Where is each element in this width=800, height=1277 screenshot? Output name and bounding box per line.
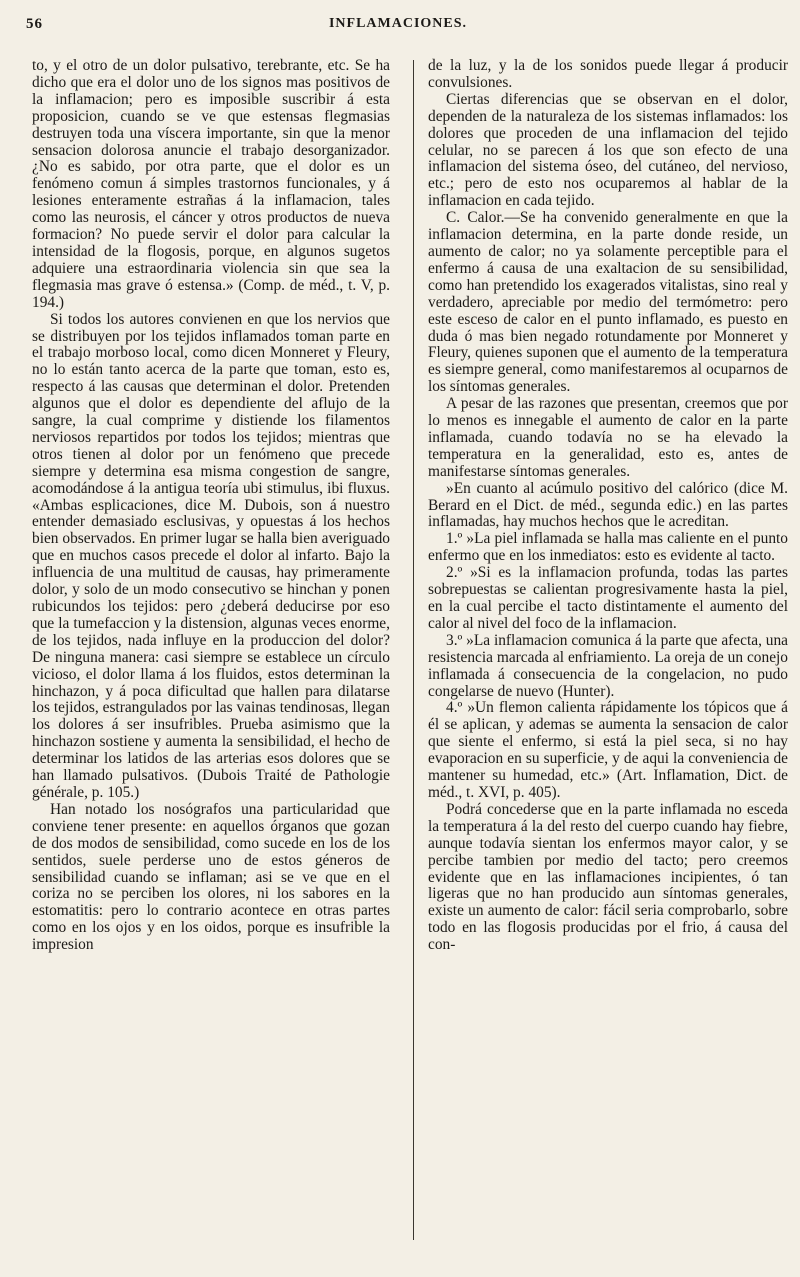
left-column bbox=[32, 58, 390, 954]
paragraph: Ciertas diferencias que se observan en el dolor, dependen de la naturaleza de los sistemas inflamados: los dolores que proceden de una inflamacion del tejido celular, no se parecen á los que son efecto de una inflamacion del sistema óseo, del cutáneo, del nervioso, etc.; pero de esto nos ocuparemos al hablar de la inflamacion en cada tejido. bbox=[428, 90, 788, 210]
paragraph: A pesar de las razones que presentan, creemos que por lo menos es innegable el aumento de calor en la parte inflamada, cuando todavía no se ha elevado la temperatura en la generalidad, esto es, antes de manifestarse síntomas generales. bbox=[428, 395, 788, 480]
paragraph: »En cuanto al acúmulo positivo del calórico (dice M. Berard en el Dict. de méd., segunda edic.) en las partes inflamadas, hay muchos hechos que le acreditan. bbox=[428, 479, 788, 531]
paragraph: to, y el otro de un dolor pulsativo, terebrante, etc. Se ha dicho que era el dolor uno de los signos mas positivos de la inflamacion; pero es imposible suscribir á esta proposicion, cuando se ve que estensas flegmasias destruyen toda una víscera importante, sin que la menor sensacion dolorosa anuncie el trabajo desorganizador. ¿No es sabido, por otra parte, que el dolor es un fenómeno comun á simples trastornos funcionales, y á lesiones enteramente estrañas á la inflamacion, tales como las neurosis, el cáncer y otros productos de nueva formacion? No puede servir el dolor para calcular la intensidad de la flogosis, porque, en algunos sugetos adquiere una estraordinaria violencia sin que sea la flegmasia mas grave ó estensa.» (Comp. de méd., t. V, p. 194.) bbox=[32, 57, 390, 311]
paragraph: 4.º »Un flemon calienta rápidamente los tópicos que á él se aplican, y ademas se aumenta la sensacion de calor que siente el enfermo, si está la piel seca, si no hay evaporacion en su superficie, y de aqui la conveniencia de mantener su humedad, etc.» (Art. Inflamation, Dict. de méd., t. XVI, p. 405). bbox=[428, 699, 788, 801]
paragraph: Podrá concederse que en la parte inflamada no esceda la temperatura á la del resto del cuerpo cuando hay fiebre, aunque todavía sientan los enfermos mayor calor, y se percibe tambien por medio del tacto; pero creemos evidente que en las inflamaciones incipientes, ó tan ligeras que no han producido aun síntomas generales, existe un aumento de calor: fácil seria comprobarlo, sobre todo en las flogosis producidas por el frio, á causa del con- bbox=[428, 800, 788, 954]
column-divider bbox=[413, 60, 414, 1240]
paragraph: 3.º »La inflamacion comunica á la parte que afecta, una resistencia marcada al enfriamiento. La oreja de un conejo inflamada á consecuencia de la congelacion, no pudo congelarse de nuevo (Hunter). bbox=[428, 631, 788, 700]
page-header bbox=[26, 16, 770, 44]
page-number: 56 bbox=[26, 16, 43, 32]
paragraph: Si todos los autores convienen en que los nervios que se distribuyen por los tejidos inflamados toman parte en el trabajo morboso local, como dicen Monneret y Fleury, no lo están tanto acerca de la parte que toman, esto es, respecto á las causas que determinan el dolor. Pretenden algunos que el dolor es dependiente del aflujo de la sangre, la cual comprime y distiende los filamentos nerviosos repartidos por todos los tejidos; mientras que otros tienen al dolor por un fenómeno que precede siempre y determina esa misma congestion de sangre, acomodándose á la antigua teoría ubi stimulus, ibi fluxus. «Ambas esplicaciones, dice M. Dubois, son á nuestro entender demasiado esclusivas, y opuestas á los hechos bien observados. En primer lugar se halla bien averiguado que en muchos casos precede el dolor al infarto. Bajo la influencia de una multitud de causas, hay primeramente dolor, y solo de un modo consecutivo se hinchan y ponen rubicundos los tejidos: pero ¿deberá deducirse por eso que la tumefaccion y la distension, algunas veces enorme, de los tejidos, nada influye en la produccion del dolor? De ninguna manera: casi siempre se establece un círculo vicioso, el dolor llama á los fluidos, estos determinan la hinchazon, y á poca dificultad que hallen para dilatarse los tejidos, estrangulados por las vainas tendinosas, llegan los dolores á ser insufribles. Prueba asimismo que la hinchazon sostiene y aumenta la sensibilidad, el hecho de determinar los latidos de las arterias esos dolores que se han llamado pulsativos. (Dubois Traité de Pathologie générale, p. 105.) bbox=[32, 310, 390, 801]
paragraph: 2.º »Si es la inflamacion profunda, todas las partes sobrepuestas se calientan progresivamente hasta la piel, en la cual percibe el tacto distintamente el aumento del calor al nivel del foco de la inflamacion. bbox=[428, 564, 788, 632]
paragraph: de la luz, y la de los sonidos puede llegar á producir convulsiones. bbox=[428, 57, 788, 91]
paragraph: Han notado los nosógrafos una particularidad que conviene tener presente: en aquellos órganos que gozan de dos modos de sensibilidad, como sucede en los de los sentidos, suele perderse uno de estos géneros de sensibilidad cuando se inflaman; asi se ve que en el coriza no se perciben los olores, ni los sabores en la estomatitis: pero lo contrario acontece en otras partes como en los ojos y en los oidos, porque es insufrible la impresion bbox=[32, 800, 390, 954]
running-title: INFLAMACIONES. bbox=[328, 16, 468, 31]
right-column bbox=[428, 58, 788, 954]
paragraph: C. Calor.—Se ha convenido generalmente en que la inflamacion determina, en la parte donde reside, un aumento de calor; no ya solamente perceptible para el enfermo á causa de una exaltacion de su sensibilidad, como han pretendido los exagerados vitalistas, sino real y verdadero, apreciable por medio del termómetro: pero este esceso de calor en el punto inflamado, es puesto en duda ó mas bien negado rotundamente por Monneret y Fleury, quienes suponen que el aumento de la temperatura es siempre general, como manifestaremos al ocuparnos de los síntomas generales. bbox=[428, 209, 788, 396]
paragraph: 1.º »La piel inflamada se halla mas caliente en el punto enfermo que en los inmediatos: esto es evidente al tacto. bbox=[428, 530, 788, 565]
